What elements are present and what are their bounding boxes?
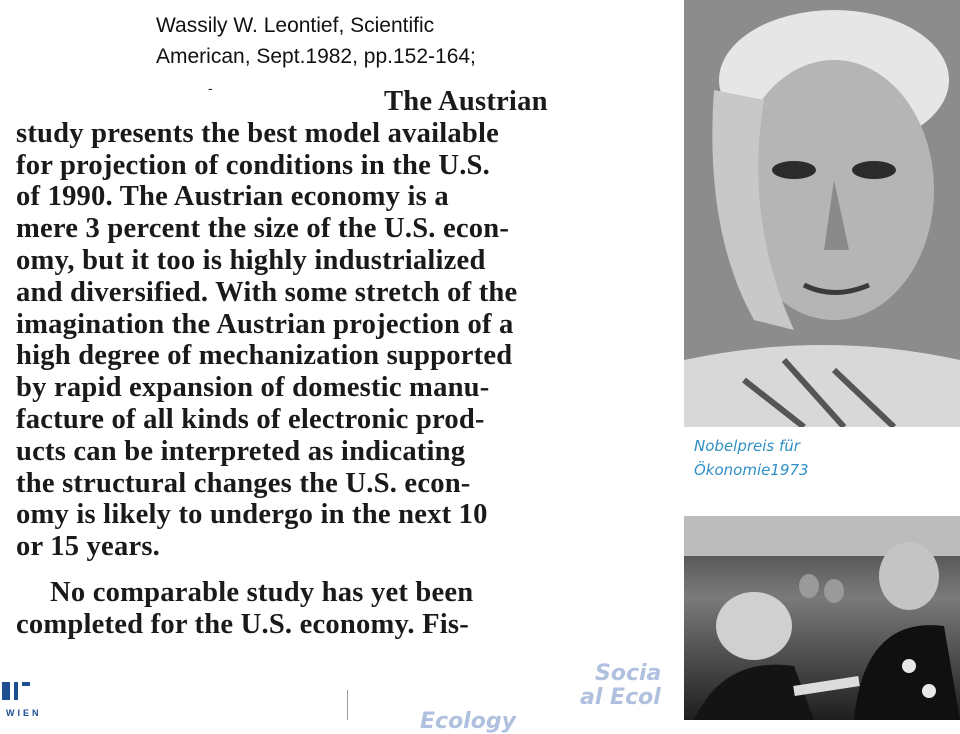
article-line: or 15 years. — [16, 531, 161, 563]
watermark-line-2: al Ecol — [580, 685, 661, 710]
article-line: imagination the Austrian projection of a — [16, 308, 514, 340]
article-paragraph-1 — [16, 86, 622, 563]
article-line: facture of all kinds of electronic prod- — [16, 403, 485, 435]
article-line: mere 3 percent the size of the U.S. econ- — [16, 213, 510, 245]
article-line: omy is likely to undergo in the next 10 — [16, 499, 488, 531]
stray-dash: - — [208, 80, 213, 96]
logo-wordmark: WIEN — [6, 708, 42, 718]
nobel-caption — [694, 434, 894, 482]
caption-line-2: Ökonomie1973 — [694, 461, 809, 479]
article-line: high degree of mechanization supported — [16, 340, 513, 372]
article-line: ucts can be interpreted as indicating — [16, 435, 466, 467]
caption-line-1: Nobelpreis für — [694, 437, 800, 455]
article-line: and diversified. With some stretch of the — [16, 276, 518, 308]
scanned-article-excerpt — [16, 86, 622, 720]
article-line: for projection of conditions in the U.S. — [16, 149, 490, 181]
article-line: the structural changes the U.S. econ- — [16, 467, 471, 499]
article-line: No comparable study has yet been — [50, 576, 474, 608]
social-ecology-watermark — [410, 661, 690, 734]
article-line: of 1990. The Austrian economy is a — [16, 181, 449, 213]
citation-text — [156, 10, 626, 72]
article-paragraph-2 — [16, 577, 622, 641]
article-line: completed for the U.S. economy. Fis- — [16, 608, 469, 640]
citation-line-2: American, Sept.1982, pp.152-164; — [156, 45, 476, 68]
watermark-line-1: Socia — [595, 661, 662, 686]
article-line: omy, but it too is highly industrialized — [16, 244, 486, 276]
nobel-ceremony-photo — [684, 516, 960, 720]
footer-separator — [347, 690, 348, 720]
article-line: The Austrian — [384, 86, 548, 117]
portrait-photo — [684, 0, 960, 427]
watermark-line-3: Ecology — [420, 709, 516, 734]
article-line: study presents the best model available — [16, 117, 500, 149]
article-line: by rapid expansion of domestic manu- — [16, 372, 490, 404]
citation-line-1: Wassily W. Leontief, Scientific — [156, 14, 435, 37]
